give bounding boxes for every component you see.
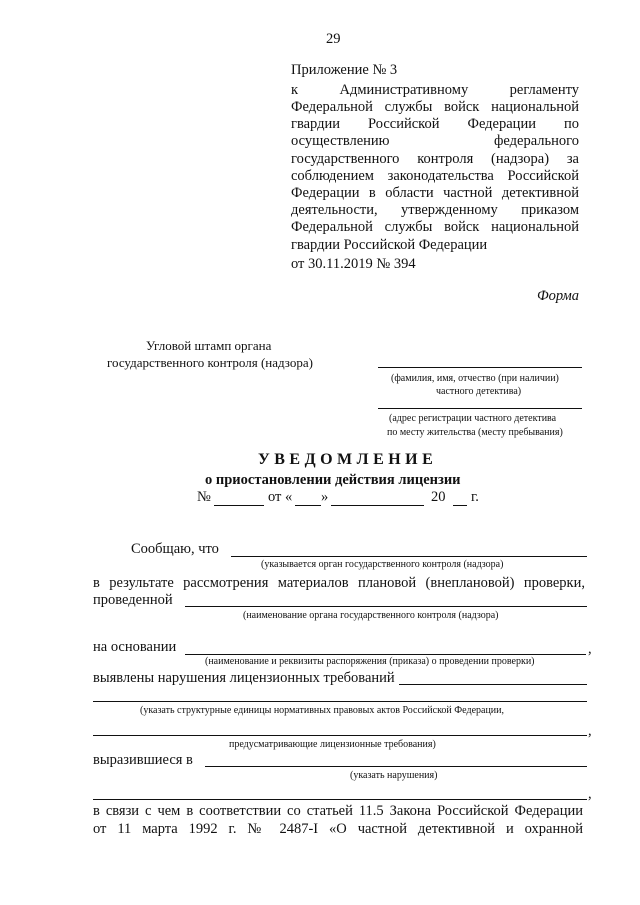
appendix-line: государственного контроля (надзора) за: [291, 151, 579, 167]
number-field[interactable]: [214, 505, 264, 506]
acts-hint: (указать структурные единицы нормативных правовых актов Российской Федерации,: [140, 705, 504, 716]
law-line-2: от 11 марта 1992 г. № 2487-I «О частной детективной и охранной: [93, 821, 583, 837]
appendix-line: к Административному регламенту: [291, 82, 579, 98]
recipient-address-line[interactable]: [378, 408, 582, 409]
violations-field-2[interactable]: [93, 701, 587, 702]
basis-label: на основании: [93, 639, 177, 655]
appendix-line: гвардии Российской Федерации по: [291, 116, 579, 132]
violations-field[interactable]: [399, 684, 587, 685]
expressed-comma: ,: [588, 786, 592, 802]
appendix-title: Приложение № 3: [291, 62, 398, 78]
conducted-field[interactable]: [185, 606, 587, 607]
conducted-label: проведенной: [93, 592, 173, 608]
year-suffix: г.: [471, 489, 479, 505]
result-line: в результате рассмотрения материалов плановой (внеплановой) проверки,: [93, 575, 585, 591]
month-field[interactable]: [331, 505, 424, 506]
appendix-line: Федеральной службы войск национальной: [291, 99, 579, 115]
expressed-field-2[interactable]: [93, 799, 587, 800]
page-number: 29: [326, 31, 341, 47]
number-sign: №: [197, 489, 211, 505]
day-field[interactable]: [295, 505, 321, 506]
year-prefix: 20: [431, 489, 446, 505]
appendix-line: гвардии Российской Федерации: [291, 237, 488, 253]
expressed-hint: (указать нарушения): [350, 770, 438, 781]
expressed-field[interactable]: [205, 766, 587, 767]
recipient-name-hint: (фамилия, имя, отчество (при наличии): [391, 373, 559, 384]
year-field[interactable]: [453, 505, 467, 506]
recipient-address-hint: (адрес регистрации частного детектива: [389, 413, 557, 424]
conducted-hint: (наименование органа государственного контроля (надзора): [243, 610, 499, 621]
appendix-line: осуществлению федерального: [291, 133, 579, 149]
recipient-name-line[interactable]: [378, 367, 582, 368]
report-hint: (указывается орган государственного контроля (надзора): [261, 559, 504, 570]
appendix-line: Федеральной службы войск национальной: [291, 219, 579, 235]
expressed-label: выразившиеся в: [93, 752, 193, 768]
basis-comma: ,: [588, 641, 592, 657]
stamp-line-2: государственного контроля (надзора): [107, 355, 313, 370]
report-label: Сообщаю, что: [131, 541, 219, 557]
appendix-line: Федерации в области частной детективной: [291, 185, 579, 201]
acts-comma: ,: [588, 723, 592, 739]
date-from-label: от «: [268, 489, 293, 505]
recipient-address-hint-2: по месту жительства (месту пребывания): [387, 427, 563, 438]
appendix-line: соблюдением законодательства Российской: [291, 168, 579, 184]
report-field[interactable]: [231, 556, 587, 557]
quote-close: »: [321, 489, 329, 505]
notice-subtitle: о приостановлении действия лицензии: [205, 472, 461, 488]
acts-field[interactable]: [93, 735, 587, 736]
recipient-name-hint-2: частного детектива): [436, 386, 522, 397]
acts-hint-2: предусматривающие лицензионные требования): [229, 739, 436, 750]
basis-field[interactable]: [185, 654, 586, 655]
form-label: Форма: [537, 288, 579, 304]
law-line-1: в связи с чем в соответствии со статьей 11.5 Закона Российской Федерации: [93, 803, 583, 819]
basis-hint: (наименование и реквизиты распоряжения (приказа) о проведении проверки): [205, 656, 535, 667]
appendix-line: деятельности, утвержденному приказом: [291, 202, 579, 218]
violations-label: выявлены нарушения лицензионных требований: [93, 670, 395, 686]
appendix-date: от 30.11.2019 № 394: [291, 256, 416, 272]
notice-title: УВЕДОМЛЕНИЕ: [258, 451, 438, 468]
stamp-line-1: Угловой штамп органа: [146, 338, 272, 353]
